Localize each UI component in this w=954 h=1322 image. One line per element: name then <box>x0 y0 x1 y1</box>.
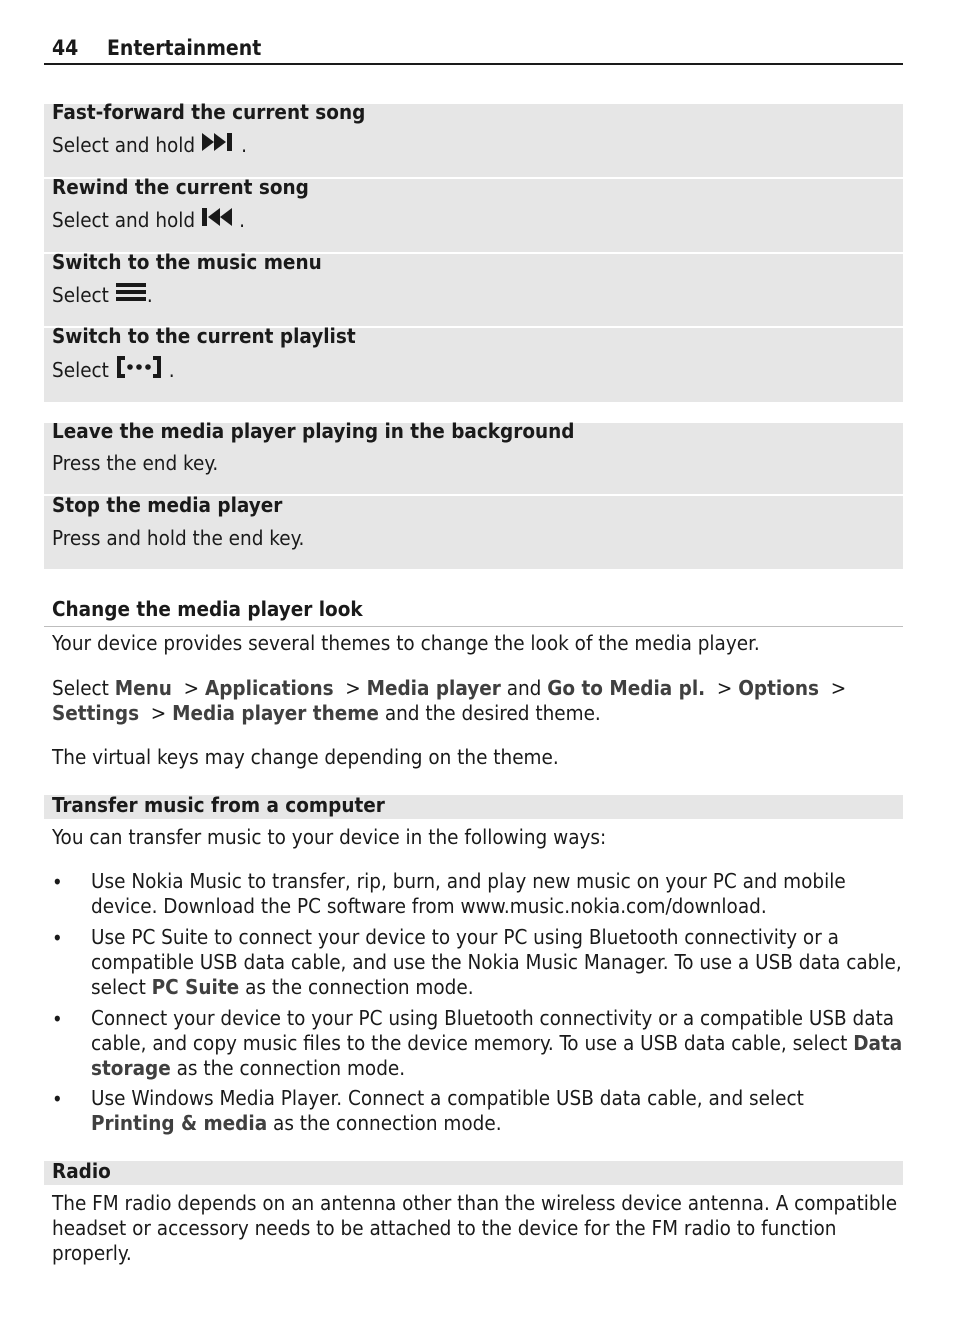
list-item: Use Nokia Music to transfer, rip, burn, and play new music on your PC and mobile device. Download the PC software from www.music.nokia.com/download. <box>91 869 846 918</box>
paragraph: The FM radio depends on an antenna other than the wireless device antenna. A compatible headset or accessory needs to be attached to the device for the FM radio to function properly. <box>52 1191 898 1265</box>
bullet: • <box>52 1007 63 1031</box>
playlist-icon <box>115 355 163 384</box>
controls-table-2 <box>44 419 903 569</box>
header-rule <box>44 63 903 65</box>
list-item: Connect your device to your PC using Bluetooth connectivity or a compatible USB data cable, and copy music files to the device memory. To use a USB data cable, select Data storage as the connection mode. <box>91 1006 903 1080</box>
paragraph: The virtual keys may change depending on the theme. <box>52 745 559 769</box>
section-heading: Transfer music from a computer <box>52 793 385 817</box>
control-text: Press and hold the end key. <box>52 526 305 550</box>
menu-path: Select Menu > Applications > Media player and Go to Media pl. > Options > Settings > Media player theme and the desired theme. <box>52 676 847 725</box>
control-title: Stop the media player <box>52 493 283 517</box>
paragraph: You can transfer music to your device in the following ways: <box>52 825 607 849</box>
control-text: Select . <box>52 282 153 307</box>
control-title: Fast-forward the current song <box>52 100 366 124</box>
page-number: 44 <box>52 36 79 60</box>
bullet: • <box>52 1087 63 1111</box>
control-text: Select and hold . <box>52 207 245 232</box>
section-heading-bar <box>44 1161 903 1185</box>
controls-table <box>44 100 903 402</box>
control-title: Rewind the current song <box>52 175 309 199</box>
control-title: Leave the media player playing in the background <box>52 419 575 443</box>
control-text: Press the end key. <box>52 451 219 475</box>
list-item: Use PC Suite to connect your device to your PC using Bluetooth connectivity or a compatible USB data cable, and use the Nokia Music Manager. To use a USB data cable, select PC Suite as the connection mode. <box>91 925 902 999</box>
menu-icon <box>115 281 147 308</box>
heading-rule <box>44 626 903 627</box>
section-title: Entertainment <box>107 36 262 60</box>
section-heading: Radio <box>52 1159 111 1183</box>
control-title: Switch to the music menu <box>52 250 322 274</box>
control-text: Select . <box>52 355 175 384</box>
bullet: • <box>52 870 63 894</box>
section-heading-bar <box>44 795 903 819</box>
rewind-icon <box>201 206 239 233</box>
control-title: Switch to the current playlist <box>52 324 356 348</box>
bullet: • <box>52 926 63 950</box>
section-heading: Change the media player look <box>52 597 363 621</box>
control-text: Select and hold . <box>52 132 247 157</box>
paragraph: Your device provides several themes to change the look of the media player. <box>52 631 760 655</box>
list-item: Use Windows Media Player. Connect a compatible USB data cable, and select Printing & media as the connection mode. <box>91 1086 804 1135</box>
fast-forward-icon <box>201 131 241 158</box>
